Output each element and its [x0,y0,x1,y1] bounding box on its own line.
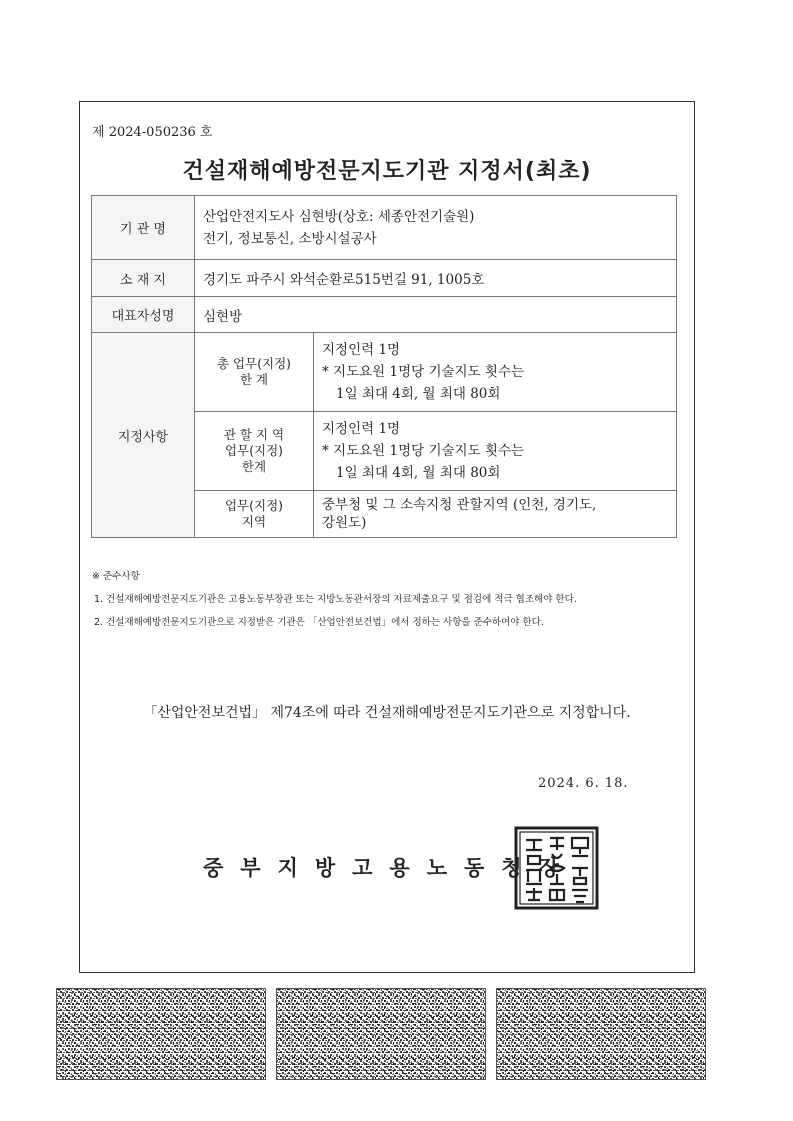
institution-fields: 전기, 정보통신, 소방시설공사 [203,230,377,247]
issuer-name: 중부지방고용노동청장 [203,856,576,880]
note-item-1: 1. 건설재해예방전문지도기관은 고용노동부장관 또는 지방노동관서장의 자료제출요구 및 점검에 적극 협조해야 한다. [94,594,577,605]
declaration-text: 「산업안전보건법」 제74조에 따라 건설재해예방전문지도기관으로 지정합니다. [143,705,631,721]
notes-heading: ※ 준수사항 [92,571,140,582]
masked-image-left [56,988,266,1080]
designation-label: 지정사항 [92,333,195,538]
address-value: 경기도 파주시 와석순환로515번길 91, 1005호 [195,260,677,297]
note-item-2: 2. 건설재해예방전문지도기관으로 지정받은 기관은 「산업안전보건법」에서 정하는 사항을 준수하여야 한다. [94,617,544,628]
regional-limit-label: 관 할 지 역 업무(지정) 한계 [195,412,314,491]
institution-value [195,196,677,260]
document-number: 제 2024-050236 호 [92,125,213,140]
official-seal [514,826,599,910]
institution-label: 기 관 명 [92,196,195,260]
designated-area-value: 중부청 및 그 소속지청 관할지역 (인천, 경기도, 강원도) [314,491,677,538]
address-label: 소 재 지 [92,260,195,297]
institution-name: 산업안전지도사 심현방(상호: 세종안전기술원) [203,208,475,225]
certificate-title: 건설재해예방전문지도기관 지정서(최초) [182,159,592,184]
designation-table [91,195,677,538]
total-limit-label: 총 업무(지정) 한 계 [195,333,314,412]
designated-area-label: 업무(지정) 지역 [195,491,314,538]
representative-label: 대표자성명 [92,297,195,333]
masked-image-middle [276,988,486,1080]
masked-image-right [496,988,706,1080]
issue-date: 2024. 6. 18. [538,776,629,791]
representative-value: 심현방 [195,297,677,333]
regional-limit-value: 지정인력 1명 * 지도요원 1명당 기술지도 횟수는 1일 최대 4회, 월 최대 80회 [314,412,677,491]
total-limit-value: 지정인력 1명 * 지도요원 1명당 기술지도 횟수는 1일 최대 4회, 월 최대 80회 [314,333,677,412]
